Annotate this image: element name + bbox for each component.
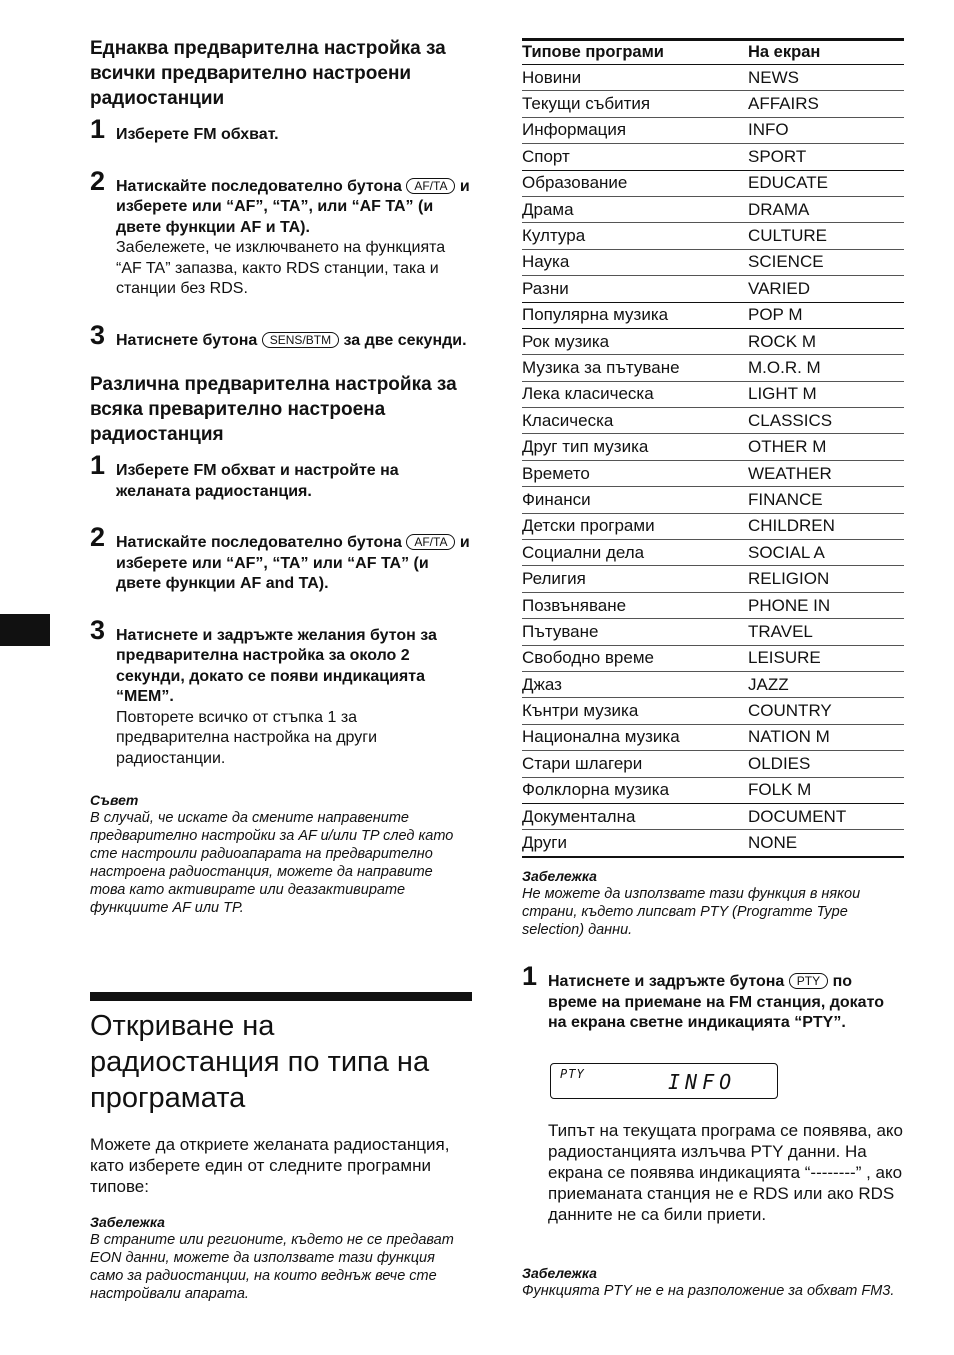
program-type-cell: Музика за пътуване [522, 355, 748, 381]
note1-text: Не можете да използвате тази функция в някои страни, където липсват PTY (Programme Type selection) данни. [522, 885, 861, 938]
af-ta-button[interactable]: AF/TA [406, 534, 455, 550]
table-row [522, 381, 904, 407]
table-row [522, 513, 904, 539]
program-type-cell: Друг тип музика [522, 434, 748, 460]
display-code-cell: OTHER M [748, 434, 904, 460]
program-type-cell: Информация [522, 117, 748, 143]
program-type-cell: Джаз [522, 671, 748, 697]
table-body [522, 65, 904, 857]
section2-heading: Различна предварителна настройка за всяка преварително настроена радиостанция [90, 374, 457, 445]
section1-step-3 [90, 319, 472, 352]
lcd-display [550, 1063, 778, 1099]
program-type-cell: Култура [522, 223, 748, 249]
table-row [522, 249, 904, 275]
display-code-cell: DOCUMENT [748, 803, 904, 829]
page-title: Откриване на радиостанция по типа на програмата [90, 1010, 430, 1114]
display-code-cell: CULTURE [748, 223, 904, 249]
program-type-cell: Свободно време [522, 645, 748, 671]
pty-table [522, 38, 904, 858]
table-row [522, 302, 904, 328]
note2-title: Забележка [522, 1265, 597, 1281]
table-row [522, 355, 904, 381]
note1-block [522, 867, 904, 939]
display-code-cell: FOLK M [748, 777, 904, 803]
display-code-cell: WEATHER [748, 460, 904, 486]
program-type-cell: Спорт [522, 144, 748, 170]
table-row [522, 170, 904, 196]
note-block [90, 1213, 472, 1303]
step-explanation: Забележете, че изключването на функцията “AF TA” запазва, както RDS станции, така и станции без RDS. [116, 239, 446, 297]
display-code-cell: JAZZ [748, 671, 904, 697]
display-code-cell: VARIED [748, 276, 904, 302]
step-number: 2 [90, 165, 106, 196]
program-type-cell: Разни [522, 276, 748, 302]
section1-step-2 [90, 165, 472, 300]
program-type-cell: Времето [522, 460, 748, 486]
section1-heading: Еднаква предварителна настройка за всички предварително настроени радиостанции [90, 38, 446, 109]
step-instruction-pre: Натискайте последователно бутона [116, 177, 402, 195]
tip-title: Съвет [90, 792, 139, 808]
display-code-cell: POP M [748, 302, 904, 328]
step-number: 1 [90, 114, 106, 144]
table-row [522, 645, 904, 671]
step-instruction: Изберете FM обхват. [116, 126, 279, 143]
step-number: 3 [90, 319, 106, 350]
table-row [522, 223, 904, 249]
display-code-cell: ROCK M [748, 328, 904, 354]
step-instruction: Изберете FM обхват и настройте на желаната радиостанция. [116, 462, 399, 500]
program-type-cell: Детски програми [522, 513, 748, 539]
header-display: На екран [748, 40, 904, 65]
program-type-cell: Рок музика [522, 328, 748, 354]
display-code-cell: EDUCATE [748, 170, 904, 196]
program-type-cell: Финанси [522, 487, 748, 513]
display-code-cell: SOCIAL A [748, 540, 904, 566]
program-type-cell: Популярна музика [522, 302, 748, 328]
table-row [522, 408, 904, 434]
lcd-program-type: INFO [668, 1070, 737, 1094]
note-text: В страните или регионите, където не се предават EON данни, можете да използвате тази функция само за радиостанции, на които веднъж вече сте настройвали апарата. [90, 1232, 454, 1302]
display-code-cell: LIGHT M [748, 381, 904, 407]
program-type-cell: Драма [522, 196, 748, 222]
program-type-cell: Текущи събития [522, 91, 748, 117]
table-row [522, 65, 904, 91]
table-row [522, 144, 904, 170]
pty-section [90, 992, 472, 1303]
title-rule [90, 992, 472, 1001]
section2-step-3 [90, 614, 472, 770]
display-code-cell: TRAVEL [748, 619, 904, 645]
program-type-cell: Новини [522, 65, 748, 91]
display-code-cell: LEISURE [748, 645, 904, 671]
step-instruction: Натиснете и задръжте желания бутон за предварителна настройка за около 2 секунди, докато се появи индикацията “MEM”. [116, 626, 437, 705]
step-explanation: Повторете всичко от стъпка 1 за предварителна настройка на други радиостанции. [116, 708, 378, 767]
step-instruction-post: по време на приемане на FM станция, докато на екрана светне индикацията “PTY”. [548, 973, 884, 1031]
pty-button[interactable]: PTY [789, 973, 828, 989]
program-type-cell: Социални дела [522, 540, 748, 566]
step-instruction-post: и изберете или “AF”, “TA” или “AF TA” (и двете функции AF and TA). [116, 534, 470, 592]
section1-step-1 [90, 114, 472, 146]
af-ta-button[interactable]: AF/TA [406, 178, 455, 194]
table-row [522, 777, 904, 803]
display-code-cell: NONE [748, 830, 904, 857]
display-code-cell: NEWS [748, 65, 904, 91]
header-program-type: Типове програми [522, 40, 748, 65]
display-code-cell: FINANCE [748, 487, 904, 513]
display-code-cell: AFFAIRS [748, 91, 904, 117]
display-code-cell: INFO [748, 117, 904, 143]
tip-text: В случай, че искате да смените направените предварително настройки за AF и/или TP след като сте настроили радиоапарата на предварително настроена радиостанция, можете да направите това като активирате или деазактивирате функциите AF или TP. [90, 810, 454, 916]
note2-text: Функцията PTY не е на разположение за обхват FM3. [522, 1283, 895, 1299]
section2-step-1 [90, 450, 472, 502]
step-instruction-post: и изберете или “AF”, “TA”, или “AF TA” (и двете функции AF и TA). [116, 177, 470, 236]
display-code-cell: M.O.R. M [748, 355, 904, 381]
table-row [522, 751, 904, 777]
display-code-cell: CHILDREN [748, 513, 904, 539]
table-row [522, 328, 904, 354]
step-instruction-pre: Натиснете бутона [116, 331, 258, 349]
table-row [522, 434, 904, 460]
program-type-cell: Религия [522, 566, 748, 592]
program-type-cell: Национална музика [522, 724, 748, 750]
step-instruction-post: за две секунди. [343, 331, 467, 349]
table-row [522, 566, 904, 592]
program-type-cell: Образование [522, 170, 748, 196]
program-type-cell: Други [522, 830, 748, 857]
display-code-cell: SCIENCE [748, 249, 904, 275]
table-row [522, 117, 904, 143]
table-row [522, 724, 904, 750]
right-column [522, 38, 904, 939]
step-number: 1 [522, 961, 538, 991]
table-header-row [522, 40, 904, 65]
table-row [522, 671, 904, 697]
table-row [522, 196, 904, 222]
table-row [522, 698, 904, 724]
table-row [522, 460, 904, 486]
program-type-cell: Пътуване [522, 619, 748, 645]
step-number: 1 [90, 450, 106, 480]
program-type-cell: Позвъняване [522, 592, 748, 618]
note2-block [522, 1264, 904, 1300]
table-row [522, 830, 904, 857]
display-code-cell: NATION M [748, 724, 904, 750]
note-title: Забележка [90, 1214, 165, 1230]
sens-btm-button[interactable]: SENS/BTM [262, 332, 339, 348]
pty-description: Типът на текущата програма се появява, ако радиостанцията излъчва PTY данни. На екрана се появява индикацията “--------” , ако приеманата станция не е RDS или ако RDS данните не са били приети. [548, 1121, 904, 1224]
table-row [522, 276, 904, 302]
lcd-pty-indicator: PTY [560, 1067, 585, 1081]
program-type-cell: Документална [522, 803, 748, 829]
step-instruction-pre: Натиснете и задръжте бутона [548, 973, 785, 990]
display-code-cell: RELIGION [748, 566, 904, 592]
program-type-cell: Фолклорна музика [522, 777, 748, 803]
table-row [522, 619, 904, 645]
left-column [90, 36, 472, 917]
note1-title: Забележка [522, 867, 597, 884]
program-type-cell: Наука [522, 249, 748, 275]
section2-step-2 [90, 522, 472, 595]
pty-step [522, 961, 904, 1034]
table-row [522, 487, 904, 513]
intro-text: Можете да откриете желаната радиостанция, като изберете един от следните програмни типове: [90, 1135, 450, 1196]
page-section-tab [0, 614, 50, 646]
step-number: 3 [90, 614, 106, 645]
table-row [522, 803, 904, 829]
program-type-cell: Стари шлагери [522, 751, 748, 777]
program-type-cell: Кънтри музика [522, 698, 748, 724]
table-row [522, 592, 904, 618]
display-code-cell: CLASSICS [748, 408, 904, 434]
table-row [522, 91, 904, 117]
step-number: 2 [90, 522, 106, 552]
program-type-cell: Лека класическа [522, 381, 748, 407]
display-code-cell: PHONE IN [748, 592, 904, 618]
table-row [522, 540, 904, 566]
display-code-cell: OLDIES [748, 751, 904, 777]
right-step-1 [522, 961, 904, 1034]
program-type-cell: Класическа [522, 408, 748, 434]
display-code-cell: DRAMA [748, 196, 904, 222]
step-instruction-pre: Натискайте последователно бутона [116, 534, 402, 551]
tip-block [90, 791, 472, 917]
display-code-cell: COUNTRY [748, 698, 904, 724]
display-code-cell: SPORT [748, 144, 904, 170]
